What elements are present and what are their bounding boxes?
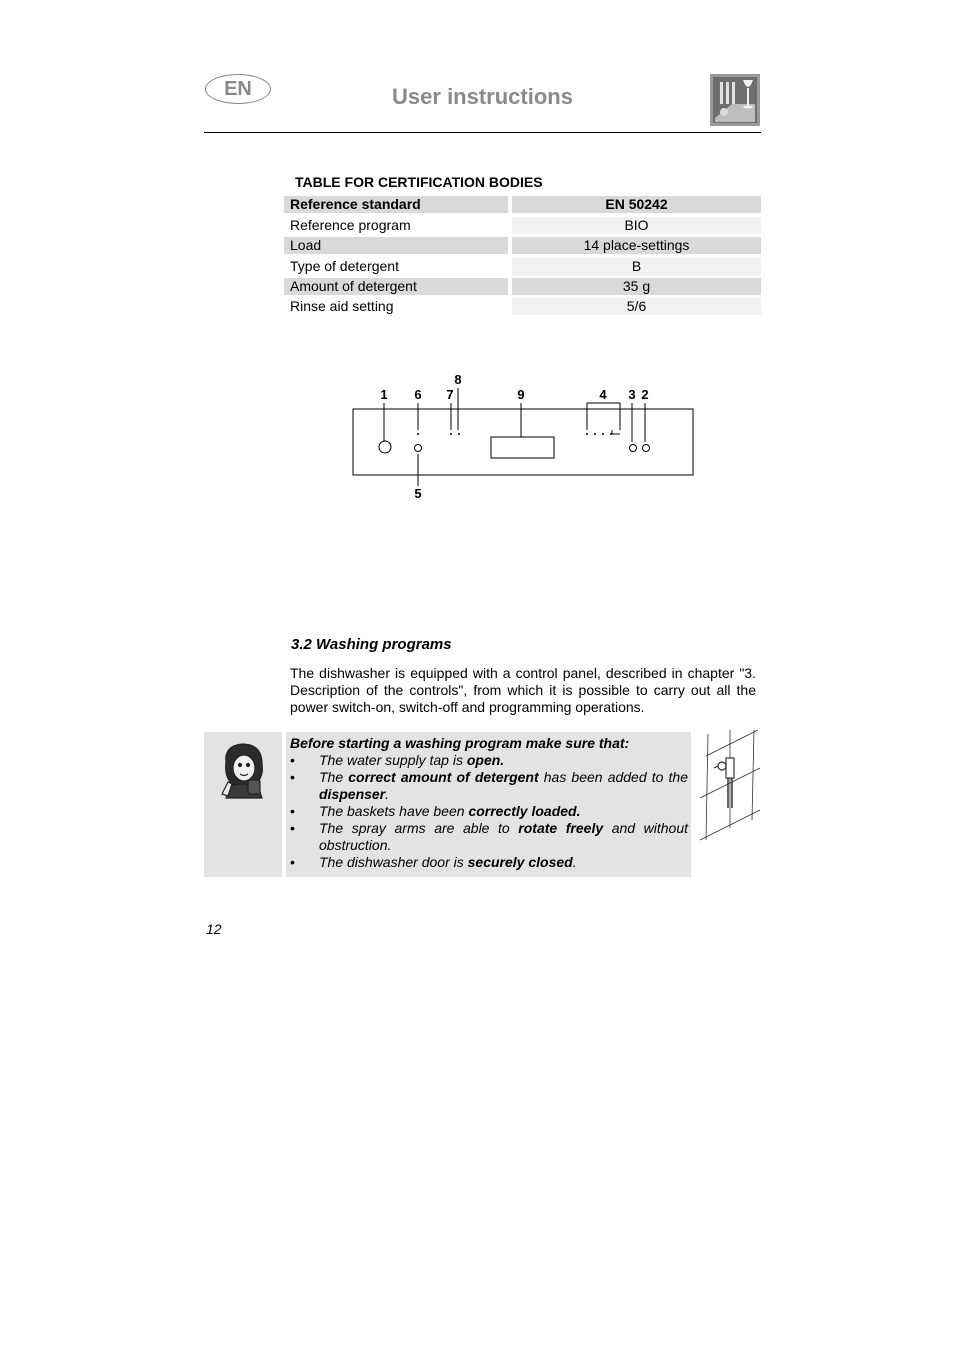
list-item: • The spray arms are able to rotate freely and without obstruction. <box>290 820 689 853</box>
table-cell-value: 35 g <box>512 278 761 295</box>
table-row <box>284 237 761 254</box>
power-button <box>379 441 391 453</box>
control-panel-diagram <box>340 370 710 510</box>
page-title: User instructions <box>392 84 573 109</box>
button-2 <box>643 445 650 452</box>
language-badge: EN <box>205 74 271 104</box>
callout-1: 1 <box>380 387 388 402</box>
table-cell-label: Rinse aid setting <box>290 298 394 314</box>
table-cell-label: Reference program <box>290 217 411 233</box>
callout-5: 5 <box>414 486 422 501</box>
table-cell-value: BIO <box>512 217 761 234</box>
table-row <box>284 258 761 275</box>
table-row <box>284 298 761 315</box>
table-row <box>284 217 761 234</box>
program-button <box>415 445 422 452</box>
table-cell-label: Amount of detergent <box>284 278 508 295</box>
list-item: • The water supply tap is open. <box>290 752 505 768</box>
table-row <box>284 278 761 295</box>
callout-7: 7 <box>446 387 454 402</box>
callout-6: 6 <box>414 387 422 402</box>
table-row <box>284 196 761 213</box>
bullet: • <box>290 769 295 785</box>
callout-2: 2 <box>641 387 649 402</box>
display-window <box>491 437 554 458</box>
callout-8: 8 <box>454 372 462 387</box>
warning-list <box>290 752 688 871</box>
bullet: • <box>290 854 295 870</box>
table-cell-label: Reference standard <box>284 196 508 213</box>
dishwasher-icon <box>710 74 760 126</box>
callout-9: 9 <box>517 387 525 402</box>
table-cell-value: 14 place-settings <box>512 237 761 254</box>
button-3 <box>630 445 637 452</box>
table-caption: TABLE FOR CERTIFICATION BODIES <box>295 174 543 190</box>
list-item: • The correct amount of detergent has been added to the dispenser. <box>290 769 688 802</box>
callout-3: 3 <box>628 387 636 402</box>
warning-illustration-panel <box>204 732 282 877</box>
water-tap-icon <box>696 728 762 844</box>
page-number: 12 <box>206 921 222 937</box>
warning-heading: Before starting a washing program make sure that: <box>290 735 630 751</box>
section-body: The dishwasher is equipped with a control panel, described in chapter "3. Description of the controls", from which it is possible to carry out all the power switch-on, switch-off and programming operations. <box>290 665 756 715</box>
bullet: • <box>290 752 295 768</box>
bullet: • <box>290 820 295 836</box>
table-cell-value: EN 50242 <box>512 196 761 213</box>
table-cell-label: Type of detergent <box>290 258 399 274</box>
list-item: • The dishwasher door is securely closed. <box>290 854 577 870</box>
callout-4: 4 <box>599 387 607 402</box>
bullet: • <box>290 803 295 819</box>
section-title: 3.2 Washing programs <box>291 636 452 653</box>
panel-outline <box>353 409 693 475</box>
table-cell-value: 5/6 <box>512 298 761 315</box>
list-item: • The baskets have been correctly loaded. <box>290 803 581 819</box>
table-cell-value: B <box>512 258 761 275</box>
header-divider <box>204 132 761 133</box>
table-cell-label: Load <box>284 237 508 254</box>
woman-with-finger-icon <box>204 732 282 877</box>
